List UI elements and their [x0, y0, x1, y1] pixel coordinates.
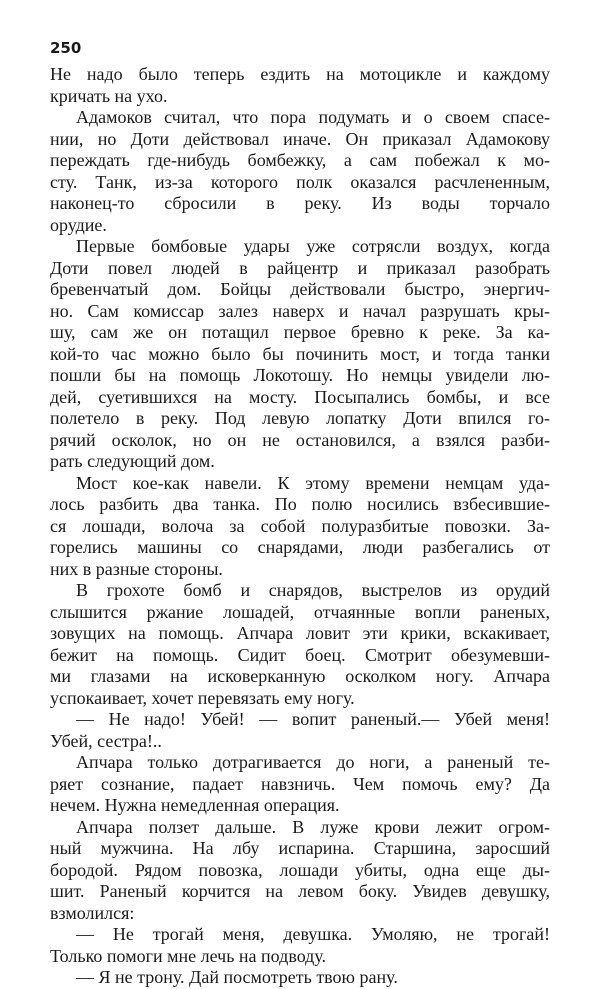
- text-line: ный мужчина. На лбу испарина. Старшина, заросший: [50, 838, 550, 858]
- text-line: Не надо было теперь ездить на мотоцикле и каждому: [50, 64, 550, 84]
- text-line: наконец-то сбросили в реку. Из воды торчало: [50, 193, 550, 213]
- text-line: кричать на ухо.: [50, 85, 168, 106]
- text-line: — Не трогай меня, девушка. Умоляю, не трогай!: [76, 924, 550, 944]
- text-line: лось разбить два танка. По полю носились взбесившие-: [50, 494, 550, 514]
- paragraph: [50, 752, 550, 817]
- text-line: — Я не трону. Дай посмотреть твою рану.: [76, 967, 398, 987]
- text-line: успокаивает, хочет перевязать ему ногу.: [50, 687, 355, 708]
- text-line: Убей, сестра!..: [50, 730, 162, 751]
- text-line: взмолился:: [50, 902, 135, 923]
- text-line: — Не надо! Убей! — вопит раненый.— Убей меня!: [76, 709, 550, 729]
- text-line: но. Сам комиссар залез наверх и начал разрушать кры-: [50, 300, 550, 321]
- text-line: горелись машины со снарядами, люди разбегались от: [50, 537, 550, 557]
- text-line: Мост кое-как навели. К этому времени немцам уда-: [76, 472, 550, 493]
- paragraph: [50, 580, 550, 709]
- text-line: полетело в реку. Под левую лопатку Доти впился го-: [50, 408, 550, 428]
- paragraph: [50, 967, 550, 989]
- text-line: рячий осколок, но он не остановился, а взялся разби-: [50, 429, 550, 450]
- text-line: шу, сам же он потащил первое бревно к реке. За ка-: [50, 322, 550, 342]
- text-line: Апчара ползет дальше. В луже крови лежит огром-: [76, 816, 550, 837]
- paragraph: [50, 107, 550, 236]
- text-line: Только помоги мне лечь на подводу.: [50, 945, 327, 966]
- text-line: бородой. Рядом повозка, лошади убиты, одна еще ды-: [50, 859, 550, 880]
- paragraph: [50, 709, 550, 752]
- text-line: ся лошади, волоча за собой полуразбитые повозки. За-: [50, 515, 550, 536]
- text-line: орудие.: [50, 214, 107, 235]
- body-text: [50, 64, 550, 989]
- text-line: зовущих на помощь. Апчара ловит эти крики, вскакивает,: [50, 623, 550, 643]
- text-line: бревенчатый дом. Бойцы действовали быстро, энергич-: [50, 279, 550, 299]
- text-line: сту. Танк, из-за которого полк оказался расчлененным,: [50, 171, 550, 192]
- text-line: Апчара только дотрагивается до ноги, а раненый те-: [76, 752, 550, 772]
- text-line: кой-то час можно было бы починить мост, и тогда танки: [50, 343, 550, 364]
- paragraph: [50, 236, 550, 473]
- text-line: ми глазами на исковерканную осколком ногу. Апчара: [50, 666, 550, 686]
- paragraph: [50, 924, 550, 967]
- book-page: [50, 38, 550, 989]
- text-line: шит. Раненый корчится на левом боку. Увидев девушку,: [50, 881, 550, 901]
- text-line: бежит на помощь. Сидит боец. Смотрит обезумевши-: [50, 644, 550, 665]
- text-line: нечем. Нужна немедленная операция.: [50, 795, 340, 815]
- text-line: Доти повел людей в райцентр и приказал разобрать: [50, 257, 550, 278]
- text-line: дей, суетившихся на мосту. Посыпались бомбы, и все: [50, 386, 550, 407]
- text-line: них в разные стороны.: [50, 558, 223, 579]
- text-line: ряет сознание, падает навзничь. Чем помочь ему? Да: [50, 773, 550, 794]
- paragraph: [50, 817, 550, 925]
- text-line: Адамоков считал, что пора подумать и о своем спасе-: [76, 107, 550, 127]
- text-line: нии, но Доти действовал иначе. Он приказал Адамокову: [50, 128, 550, 149]
- text-line: переждать где-нибудь бомбежку, а сам побежал к мо-: [50, 150, 550, 170]
- text-line: рать следующий дом.: [50, 451, 215, 471]
- paragraph: [50, 64, 550, 107]
- text-line: В грохоте бомб и снарядов, выстрелов из орудий: [76, 580, 550, 600]
- page-number: 250: [50, 39, 82, 57]
- paragraph: [50, 473, 550, 581]
- text-line: пошли бы на помощь Локотошу. Но немцы увидели лю-: [50, 365, 550, 385]
- text-line: слышится ржание лошадей, отчаянные вопли раненых,: [50, 601, 550, 622]
- text-line: Первые бомбовые удары уже сотрясли воздух, когда: [76, 236, 550, 256]
